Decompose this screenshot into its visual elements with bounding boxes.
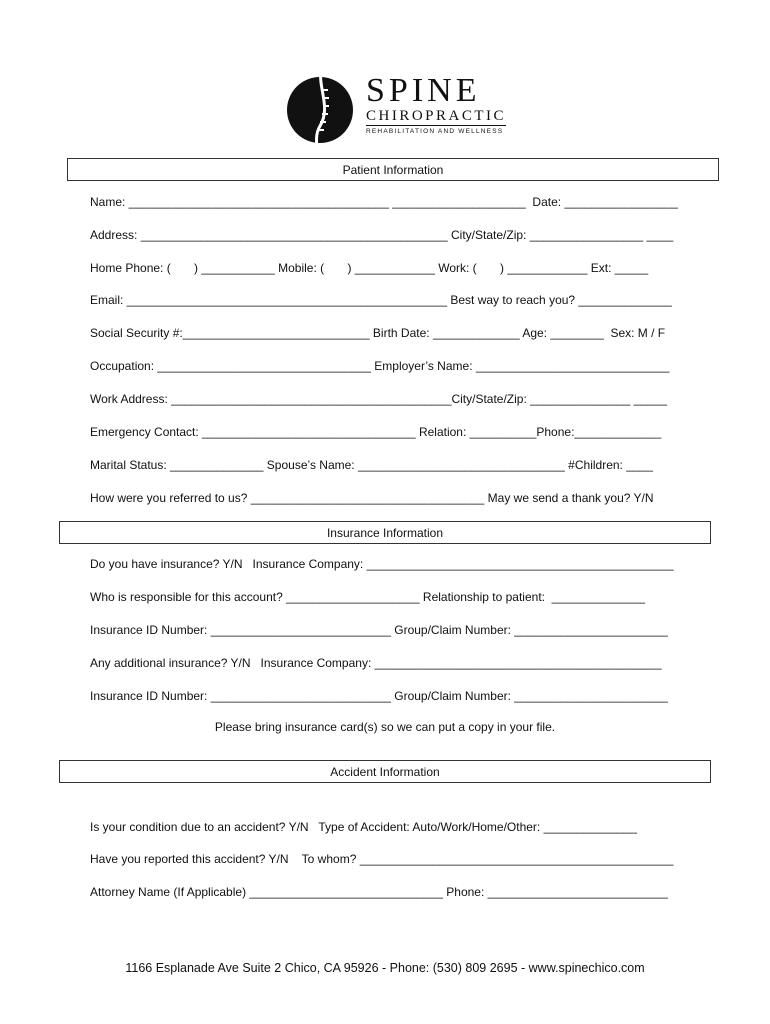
logo-name: SPINE: [366, 72, 481, 109]
work-address-field[interactable]: Work Address: __________________________________________City/State/Zip: _______________ _____: [90, 392, 667, 406]
insurance-information-header: Insurance Information: [59, 521, 711, 544]
accident-information-header: Accident Information: [59, 760, 711, 783]
logo-tagline: REHABILITATION AND WELLNESS: [366, 128, 504, 135]
spine-logo-icon: [286, 66, 358, 150]
ssn-birth-field[interactable]: Social Security #:____________________________ Birth Date: _____________ Age: ________ Sex: M / F: [90, 326, 666, 340]
accident-reported-field[interactable]: Have you reported this accident? Y/N To whom? _______________________________________________: [90, 852, 674, 866]
insurance-card-note: Please bring insurance card(s) so we can put a copy in your file.: [214, 720, 556, 734]
marital-status-field[interactable]: Marital Status: ______________ Spouse’s Name: _______________________________ #Children: ____: [90, 458, 653, 472]
insurance-company-field[interactable]: Do you have insurance? Y/N Insurance Company: ______________________________________________: [90, 557, 674, 571]
footer-contact: 1166 Esplanade Ave Suite 2 Chico, CA 95926 - Phone: (530) 809 2695 - www.spinechico.com: [125, 961, 645, 975]
patient-information-header: Patient Information: [67, 158, 719, 181]
responsible-party-field[interactable]: Who is responsible for this account? ____________________ Relationship to patient: ______________: [90, 590, 646, 604]
emergency-contact-field[interactable]: Emergency Contact: ________________________________ Relation: __________Phone:_____________: [90, 425, 662, 439]
occupation-field[interactable]: Occupation: ________________________________ Employer’s Name: _____________________________: [90, 359, 670, 373]
additional-insurance-field[interactable]: Any additional insurance? Y/N Insurance Company: ___________________________________________: [90, 656, 662, 670]
insurance-id-field[interactable]: Insurance ID Number: ___________________________ Group/Claim Number: _______________________: [90, 623, 668, 637]
referral-field[interactable]: How were you referred to us? ___________________________________ May we send a thank you? Y/N: [90, 491, 654, 505]
accident-type-field[interactable]: Is your condition due to an accident? Y/N Type of Accident: Auto/Work/Home/Other: ______________: [90, 820, 638, 834]
address-field[interactable]: Address: ______________________________________________ City/State/Zip: _________________ ____: [90, 228, 674, 242]
name-date-field[interactable]: Name: _______________________________________ ____________________ Date: _________________: [90, 195, 678, 209]
phone-fields[interactable]: Home Phone: ( ) ___________ Mobile: ( ) ____________ Work: ( ) ____________ Ext: _____: [90, 261, 649, 275]
logo-subtitle: CHIROPRACTIC: [366, 108, 507, 124]
additional-insurance-id-field[interactable]: Insurance ID Number: ___________________________ Group/Claim Number: _______________________: [90, 689, 668, 703]
attorney-field[interactable]: Attorney Name (If Applicable) _____________________________ Phone: ___________________________: [90, 885, 668, 899]
spine-chiropractic-logo: [286, 62, 516, 152]
email-field[interactable]: Email: ________________________________________________ Best way to reach you? ______________: [90, 293, 672, 307]
